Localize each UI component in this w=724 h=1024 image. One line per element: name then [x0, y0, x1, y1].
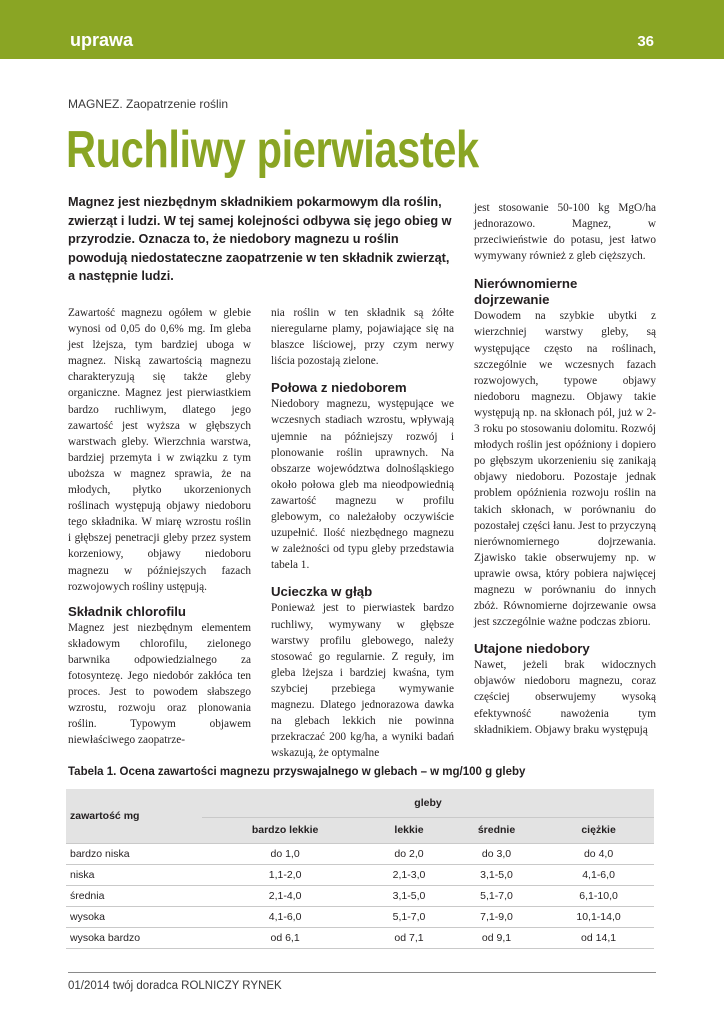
column-header: średnie: [450, 817, 543, 843]
row-label: bardzo niska: [66, 843, 202, 864]
lead-paragraph: Magnez jest niezbędnym składnikiem pokarmowym dla roślin, zwierząt i ludzi. W tej samej kolejności odbywa się jego obieg w przyrodzie. Oznacza to, że niedobory magnezu u roślin powodują niedostateczne zaopatrzenie w ten składnik zwierząt, a następnie ludzi.: [68, 195, 452, 283]
article-title: Ruchliwy pierwiastek: [66, 121, 479, 179]
column-header: ciężkie: [543, 817, 654, 843]
kicker: MAGNEZ. Zaopatrzenie roślin: [68, 97, 229, 111]
body-paragraph: Ponieważ jest to pierwiastek bardzo ruchliwy, wymywany w głębsze warstwy profilu glebowego, należy stosować go regularnie. Z reguły, im gleba lżejsza i bardziej kwaśna, tym szybciej przebiega wymywanie magnezu. Dlatego jednorazowa dawka na glebach lekkich nie powinna przekraczać 200 kg/ha, a wyniki badań wskazują, że optymalne: [271, 602, 454, 760]
table-cell: od 7,1: [368, 927, 450, 948]
subheading: Połowa z niedoborem: [271, 380, 407, 396]
body-paragraph: Zawartość magnezu ogółem w glebie wynosi od 0,05 do 0,6% mg. Im gleba jest lżejsza, tym bardziej uboga w magnez. Niską zawartością magnezu charakteryzują się także gleby organiczne. Magnez jest pierwiastkiem bardzo ruchliwym, dlatego jego zawartość jest wyższa w głębszych warstwach gleby. Wierzchnia warstwa, bardziej przemyta i w związku z tym uboższa w magnez sprawia, że na młodych, płytko ukorzenionych roślinach występują objawy niedoboru tego składnika. W miarę wzrostu roślin i głębszej penetracji gleby przez system korzeniowy, objawy niedoboru magnezu w późniejszych fazach rozwojowych rośliny ustępują.: [68, 307, 251, 593]
row-label: wysoka: [66, 906, 202, 927]
table-cell: 4,1-6,0: [543, 864, 654, 885]
table-cell: 3,1-5,0: [450, 864, 543, 885]
table-cell: od 9,1: [450, 927, 543, 948]
row-label: niska: [66, 864, 202, 885]
table-row-header: zawartość mg: [66, 789, 202, 843]
table-cell: od 14,1: [543, 927, 654, 948]
table-cell: 1,1-2,0: [202, 864, 368, 885]
table-group-header: gleby: [202, 789, 654, 817]
column-header: lekkie: [368, 817, 450, 843]
section-label: uprawa: [70, 30, 134, 50]
body-paragraph: Magnez jest niezbędnym elementem składowym chlorofilu, zielonego barwnika odpowiedzialnego za fotosyntezę. Jego niedobór zakłóca ten proces. Jest to powodem słabszego wzrostu, rozwoju oraz plonowania roślin. Typowym objawem niewłaściwego zaopatrze-: [68, 621, 251, 747]
body-paragraph: Dowodem na szybkie ubytki z wierzchniej warstwy gleby, są występujące często na roślinach, szczególnie we wczesnych fazach rozwojowych, typowe objawy niedoboru magnezu. Objawy takie występują np. na skłonach pól, już w 2-3 roku po stosowaniu dolomitu. Rozwój młodych roślin jest opóźniony i dopiero po głębszym ukorzenieniu się zanikają objawy niedoboru. Pozostaje jednak problem opóźnienia rozwoju roślin na takich skłonach, w porównaniu do pozostałej części łanu. Jest to przyczyną nierównomiernego dojrzewania. Zjawisko takie obserwujemy np. w uprawie owsa, który pobiera najwięcej magnezu w porównaniu do innych zbóż. Równomierne dojrzewanie owsa jest szczególnie ważne podczas zbioru.: [474, 310, 656, 629]
column-1: [68, 305, 251, 748]
table-cell: 10,1-14,0: [543, 906, 654, 927]
table-cell: 2,1-4,0: [202, 885, 368, 906]
table-row: [66, 927, 654, 948]
subheading: Składnik chlorofilu: [68, 603, 186, 619]
body-paragraph: jest stosowanie 50-100 kg MgO/ha jednorazowo. Magnez, w przeciwieństwie do potasu, jest łatwo wymywany również z gleb cięższych.: [474, 202, 656, 263]
row-label: średnia: [66, 885, 202, 906]
subheading: Ucieczka w głąb: [271, 584, 373, 600]
body-paragraph: Nawet, jeżeli brak widocznych objawów niedoboru magnezu, coraz częściej obserwujemy wysoką efektywność nawożenia tym składnikiem. Objawy braku występują: [474, 659, 656, 736]
table-cell: do 2,0: [368, 843, 450, 864]
body-paragraph: nia roślin w ten składnik są żółte nieregularne plamy, pojawiające się na blaszce liściowej, przy czym nerwy liścia pozostają zielone.: [271, 307, 454, 368]
table-cell: 2,1-3,0: [368, 864, 450, 885]
column-header: bardzo lekkie: [202, 817, 368, 843]
footer-divider: [68, 972, 656, 973]
table-row: [66, 885, 654, 906]
column-2: [271, 305, 454, 761]
table-row: [66, 843, 654, 864]
footer-text: 01/2014 twój doradca ROLNICZY RYNEK: [68, 980, 282, 992]
page-number: 36: [637, 33, 654, 50]
table-cell: 5,1-7,0: [450, 885, 543, 906]
table-caption: Tabela 1. Ocena zawartości magnezu przyswajalnego w glebach – w mg/100 g gleby: [68, 766, 526, 778]
table-cell: 4,1-6,0: [202, 906, 368, 927]
magnesium-table: [66, 789, 654, 949]
table-cell: od 6,1: [202, 927, 368, 948]
table-cell: 3,1-5,0: [368, 885, 450, 906]
table-cell: 6,1-10,0: [543, 885, 654, 906]
table-row: [66, 906, 654, 927]
header-bar: [0, 0, 724, 59]
table-cell: 5,1-7,0: [368, 906, 450, 927]
table-cell: do 3,0: [450, 843, 543, 864]
subheading: Utajone niedobory: [474, 641, 590, 657]
table-cell: do 1,0: [202, 843, 368, 864]
table-cell: 7,1-9,0: [450, 906, 543, 927]
table-cell: do 4,0: [543, 843, 654, 864]
column-3: [474, 200, 656, 738]
table-row: [66, 864, 654, 885]
row-label: wysoka bardzo: [66, 927, 202, 948]
subheading: Nierównomierne dojrzewanie: [474, 276, 578, 308]
body-paragraph: Niedobory magnezu, występujące we wczesnych stadiach wzrostu, wpływają ujemnie na późniejszy rozwój i plonowanie roślin uprawnych. Na obszarze województwa dolnośląskiego około połowa gleb ma nieodpowiednią zawartość magnezu w profilu glebowym, co należałoby oczywiście uzupełnić. Ilość niezbędnego magnezu w zależności od typu gleby przedstawia tabela 1.: [271, 398, 454, 572]
